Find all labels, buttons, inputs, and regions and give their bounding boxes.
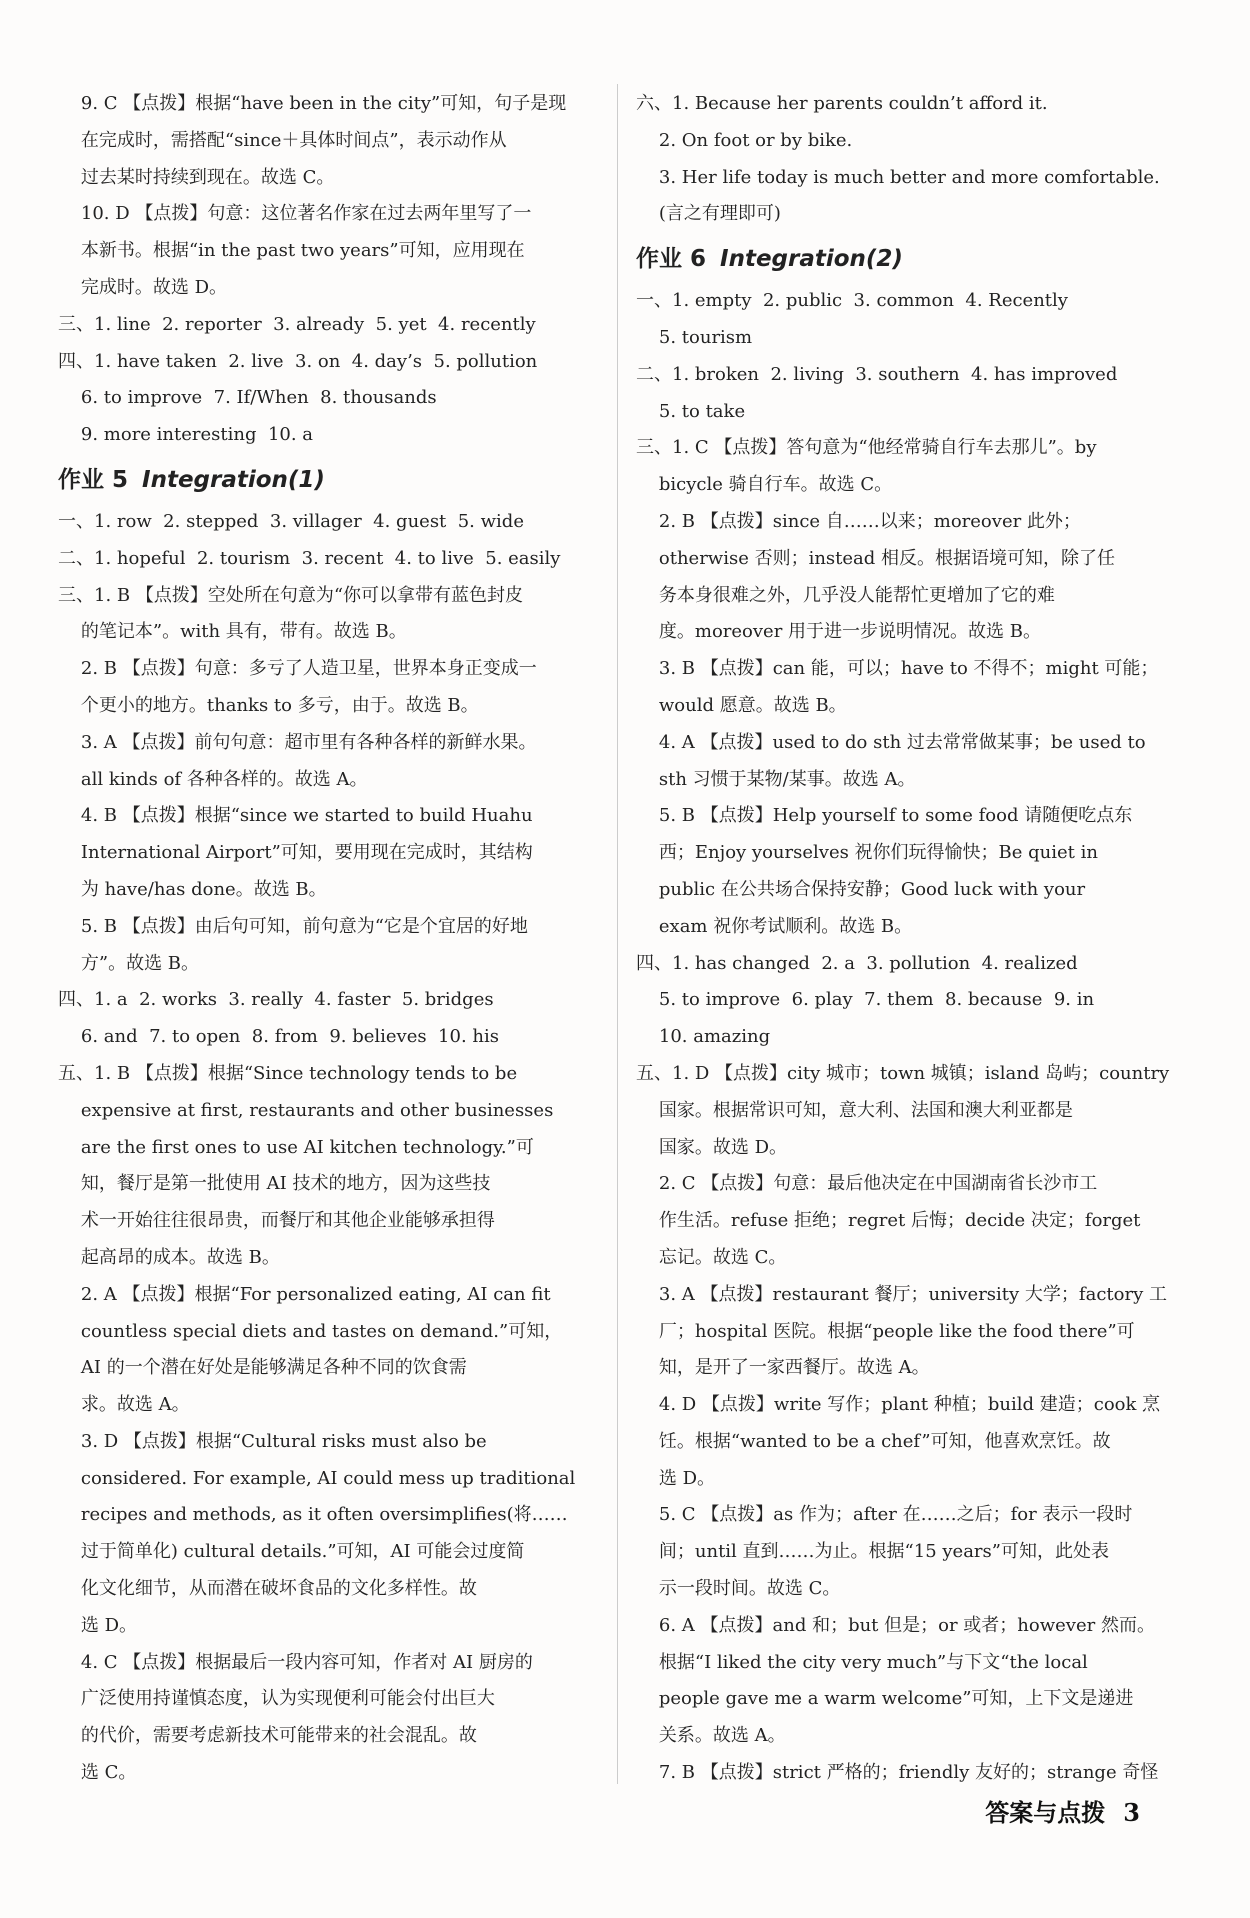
- answer-line: 关系。故选 A。: [636, 1725, 786, 1747]
- answer-line: 厂；hospital 医院。根据“people like the food there”可: [636, 1320, 1135, 1342]
- column-divider: [617, 84, 618, 1784]
- answer-line: countless special diets and tastes on demand.”可知，: [58, 1320, 563, 1342]
- section-label: 作业 6: [636, 246, 707, 273]
- answer-line: 的代价，需要考虑新技术可能带来的社会混乱。故: [58, 1725, 477, 1747]
- answer-line: 西；Enjoy yourselves 祝你们玩得愉快；Be quiet in: [636, 842, 1098, 864]
- answer-line: 示一段时间。故选 C。: [636, 1578, 841, 1600]
- answer-line: 求。故选 A。: [58, 1394, 190, 1416]
- answer-line: 一、1. row 2. stepped 3. villager 4. guest 5. wide: [58, 510, 524, 532]
- answer-line: 四、1. has changed 2. a 3. pollution 4. realized: [636, 952, 1078, 974]
- answer-line: 选 C。: [58, 1762, 137, 1784]
- answer-line: 本新书。根据“in the past two years”可知，应用现在: [58, 240, 525, 262]
- answer-line: International Airport”可知，要用现在完成时，其结构: [58, 842, 533, 864]
- answer-line: exam 祝你考试顺利。故选 B。: [636, 915, 913, 937]
- answer-line: 过去某时持续到现在。故选 C。: [58, 166, 335, 188]
- answer-line: 6. and 7. to open 8. from 9. believes 10. his: [58, 1026, 499, 1048]
- answer-line: 三、1. line 2. reporter 3. already 5. yet 4. recently: [58, 313, 536, 335]
- answer-line: 五、1. B 【点拨】根据“Since technology tends to be: [58, 1062, 518, 1084]
- answer-line: 六、1. Because her parents couldn’t afford it.: [636, 93, 1048, 114]
- answer-line: AI 的一个潜在好处是能够满足各种不同的饮食需: [58, 1357, 467, 1379]
- answer-line: 为 have/has done。故选 B。: [58, 878, 327, 900]
- answer-line: 二、1. broken 2. living 3. southern 4. has improved: [636, 363, 1118, 385]
- section-title: Integration(2): [720, 246, 903, 273]
- answer-line: 4. A 【点拨】used to do sth 过去常常做某事；be used to: [636, 731, 1146, 753]
- answer-line: 化文化细节，从而潜在破坏食品的文化多样性。故: [58, 1578, 477, 1600]
- answer-line: 3. A 【点拨】restaurant 餐厅；university 大学；factory 工: [636, 1283, 1167, 1305]
- answer-line: 5. C 【点拨】as 作为；after 在……之后；for 表示一段时: [636, 1504, 1133, 1526]
- answer-line: 5. B 【点拨】由后句可知，前句意为“它是个宜居的好地: [58, 915, 528, 937]
- answer-line: 间；until 直到……为止。根据“15 years”可知，此处表: [636, 1541, 1109, 1563]
- answer-line: 10. D 【点拨】句意：这位著名作家在过去两年里写了一: [58, 203, 532, 225]
- answer-line: 饪。根据“wanted to be a chef”可知，他喜欢烹饪。故: [636, 1430, 1111, 1452]
- answer-line: 完成时。故选 D。: [58, 276, 228, 298]
- answer-line: are the first ones to use AI kitchen technology.”可: [58, 1136, 534, 1158]
- answer-line: 选 D。: [636, 1467, 716, 1489]
- answer-line: 一、1. empty 2. public 3. common 4. Recently: [636, 290, 1068, 312]
- answer-line: 四、1. have taken 2. live 3. on 4. day’s 5. pollution: [58, 350, 538, 372]
- answer-line: 个更小的地方。thanks to 多亏，由于。故选 B。: [58, 694, 479, 716]
- answer-line: 术一开始往往很昂贵，而餐厅和其他企业能够承担得: [58, 1210, 495, 1232]
- answer-line: 过于简单化) cultural details.”可知，AI 可能会过度简: [58, 1541, 525, 1563]
- answer-line: 6. to improve 7. If/When 8. thousands: [58, 387, 437, 409]
- answer-line: sth 习惯于某物/某事。故选 A。: [636, 768, 916, 790]
- answer-line: 5. B 【点拨】Help yourself to some food 请随便吃点东: [636, 805, 1133, 827]
- answer-line: 务本身很难之外，几乎没人能帮忙更增加了它的难: [636, 584, 1055, 606]
- answer-line: 2. B 【点拨】句意：多亏了人造卫星，世界本身正变成一: [58, 658, 537, 680]
- answer-line: considered. For example, AI could mess up traditional: [58, 1467, 576, 1489]
- footer-label: 答案与点拨: [985, 1799, 1106, 1827]
- left-column: [58, 86, 598, 1792]
- answer-line: 二、1. hopeful 2. tourism 3. recent 4. to live 5. easily: [58, 547, 561, 569]
- section-label: 作业 5: [58, 466, 129, 493]
- answer-line: 三、1. C 【点拨】答句意为“他经常骑自行车去那儿”。by: [636, 437, 1097, 459]
- answer-line: 的笔记本”。with 具有，带有。故选 B。: [58, 621, 407, 643]
- answer-line: 忘记。故选 C。: [636, 1246, 787, 1268]
- answer-line: 9. more interesting 10. a: [58, 424, 314, 446]
- answer-line: 根据“I liked the city very much”与下文“the local: [636, 1651, 1088, 1673]
- page-footer: [985, 1793, 1140, 1828]
- answer-line: 4. B 【点拨】根据“since we started to build Huahu: [58, 805, 533, 827]
- answer-line: all kinds of 各种各样的。故选 A。: [58, 768, 368, 790]
- answer-line: 知，餐厅是第一批使用 AI 技术的地方，因为这些技: [58, 1173, 491, 1195]
- answer-line: 4. D 【点拨】write 写作；plant 种植；build 建造；cook 烹: [636, 1394, 1161, 1416]
- section-title: Integration(1): [142, 466, 325, 493]
- answer-line: recipes and methods, as it often oversimplifies(将……: [58, 1504, 568, 1526]
- answer-line: 9. C 【点拨】根据“have been in the city”可知，句子是现: [58, 93, 567, 114]
- answer-line: people gave me a warm welcome”可知，上下文是递进: [636, 1688, 1134, 1710]
- answer-line: otherwise 否则；instead 相反。根据语境可知，除了任: [636, 547, 1116, 569]
- answer-line: would 愿意。故选 B。: [636, 694, 847, 716]
- answer-line: 方”。故选 B。: [58, 952, 200, 974]
- answer-line: expensive at first, restaurants and other businesses: [58, 1099, 554, 1121]
- answer-line: 3. Her life today is much better and more comfortable.: [636, 166, 1160, 188]
- answer-line: 5. to take: [636, 400, 746, 422]
- answer-line: 3. B 【点拨】can 能，可以；have to 不得不；might 可能；: [636, 658, 1159, 680]
- answer-line: 五、1. D 【点拨】city 城市；town 城镇；island 岛屿；country: [636, 1062, 1170, 1084]
- answer-line: 起高昂的成本。故选 B。: [58, 1246, 280, 1268]
- answer-line: 7. B 【点拨】strict 严格的；friendly 友好的；strange 奇怪: [636, 1762, 1159, 1784]
- answer-line: 5. tourism: [636, 326, 753, 348]
- answer-line: (言之有理即可): [636, 203, 781, 225]
- answer-line: 3. A 【点拨】前句句意：超市里有各种各样的新鲜水果。: [58, 731, 537, 753]
- answer-line: 6. A 【点拨】and 和；but 但是；or 或者；however 然而。: [636, 1614, 1155, 1636]
- answer-line: 2. On foot or by bike.: [636, 129, 853, 151]
- answer-line: 在完成时，需搭配“since＋具体时间点”，表示动作从: [58, 129, 507, 151]
- answer-line: 三、1. B 【点拨】空处所在句意为“你可以拿带有蓝色封皮: [58, 584, 524, 606]
- answer-line: 国家。故选 D。: [636, 1136, 788, 1158]
- answer-line: 2. C 【点拨】句意：最后他决定在中国湖南省长沙市工: [636, 1173, 1098, 1195]
- answer-line: 4. C 【点拨】根据最后一段内容可知，作者对 AI 厨房的: [58, 1651, 533, 1673]
- section-heading: [636, 235, 1184, 283]
- right-column: [636, 86, 1184, 1792]
- answer-line: 国家。根据常识可知，意大利、法国和澳大利亚都是: [636, 1099, 1073, 1121]
- answer-line: 3. D 【点拨】根据“Cultural risks must also be: [58, 1430, 487, 1452]
- section-heading: [58, 456, 598, 504]
- answer-line: 度。moreover 用于进一步说明情况。故选 B。: [636, 621, 1041, 643]
- answer-line: 作生活。refuse 拒绝；regret 后悔；decide 决定；forget: [636, 1210, 1141, 1232]
- answer-line: 选 D。: [58, 1614, 138, 1636]
- answer-line: 四、1. a 2. works 3. really 4. faster 5. bridges: [58, 989, 494, 1011]
- page-number: 3: [1123, 1798, 1140, 1827]
- answer-line: 5. to improve 6. play 7. them 8. because 9. in: [636, 989, 1095, 1011]
- answer-line: 2. B 【点拨】since 自……以来；moreover 此外；: [636, 510, 1081, 532]
- answer-line: 2. A 【点拨】根据“For personalized eating, AI can fit: [58, 1283, 551, 1305]
- answer-line: 10. amazing: [636, 1026, 771, 1048]
- answer-line: 知，是开了一家西餐厅。故选 A。: [636, 1357, 930, 1379]
- answer-line: bicycle 骑自行车。故选 C。: [636, 474, 893, 496]
- answer-line: public 在公共场合保持安静；Good luck with your: [636, 878, 1086, 900]
- answer-line: 广泛使用持谨慎态度，认为实现便利可能会付出巨大: [58, 1688, 495, 1710]
